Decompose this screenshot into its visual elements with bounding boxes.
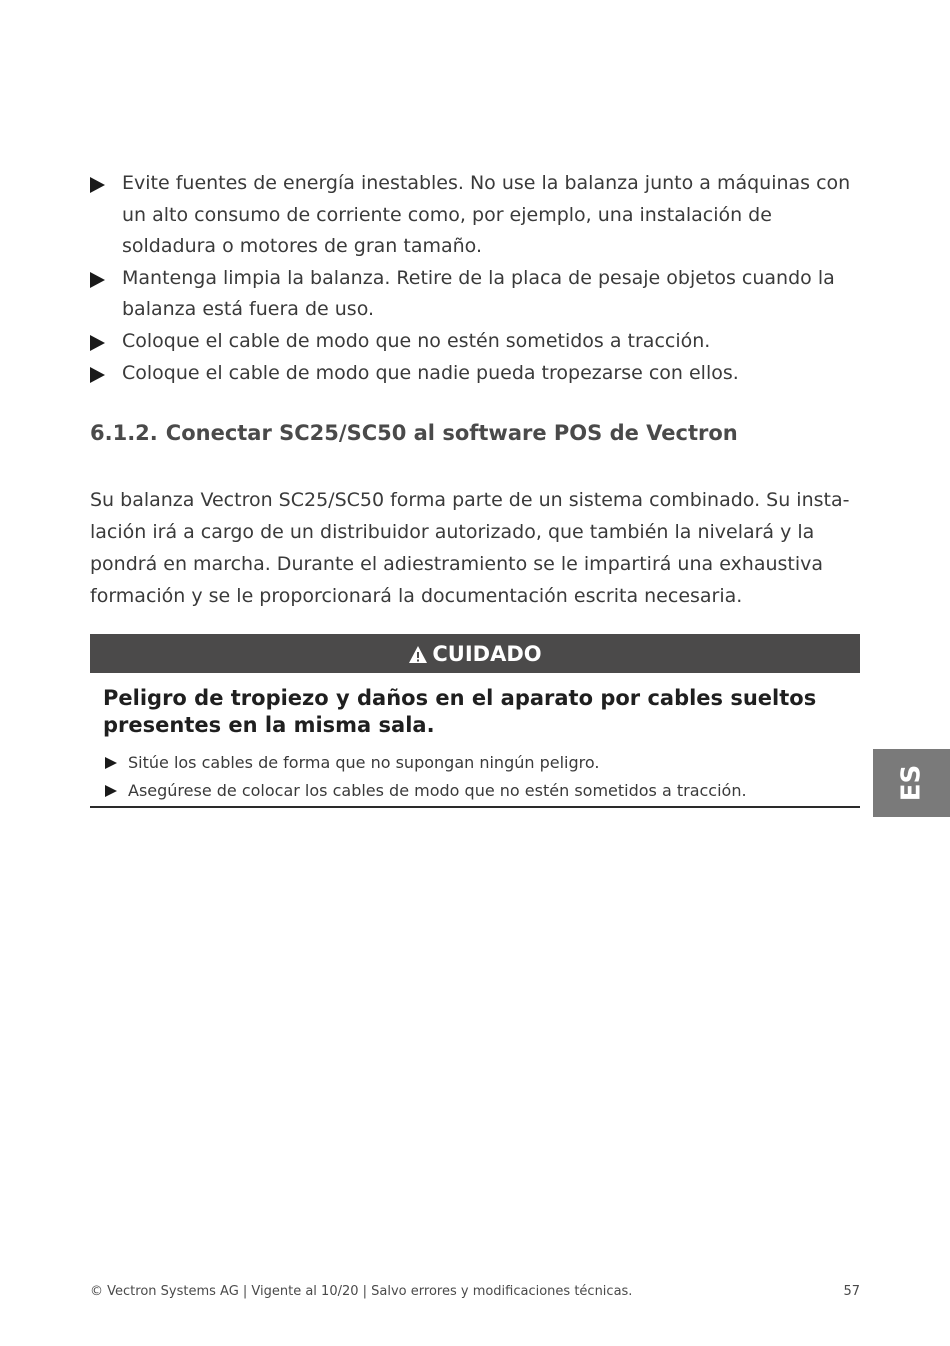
caution-divider — [90, 806, 860, 808]
bullet-text: Coloque el cable de modo que no estén sometidos a tracción. — [122, 329, 711, 352]
body-paragraph: Su balanza Vectron SC25/SC50 forma parte de un sistema combinado. Su insta-lación irá a cargo de un distribuidor autorizado, que también la nivelará y la pondrá en marcha. Durante el adiestramiento se le impartirá una exhaustiva formación y se le proporcionará la documentación escrita necesaria. — [90, 489, 850, 607]
bullet-text: Coloque el cable de modo que nadie pueda tropezarse con ellos. — [122, 361, 739, 384]
warning-triangle-icon — [408, 645, 428, 665]
bullet-list — [90, 168, 860, 389]
bullet-triangle-icon — [90, 335, 105, 351]
list-item — [90, 168, 860, 263]
caution-list — [103, 749, 853, 804]
footer-copyright: © Vectron Systems AG | Vigente al 10/20 | Salvo errores y modificaciones técnicas. — [90, 1284, 633, 1299]
caution-banner — [90, 634, 860, 673]
caution-label: CUIDADO — [432, 641, 542, 666]
bullet-text: Evite fuentes de energía inestables. No use la balanza junto a máquinas con un alto consumo de corriente como, por ejemplo, una instalación de soldadura o motores de gran tamaño. — [122, 172, 851, 258]
bullet-triangle-icon — [105, 757, 117, 769]
page-number: 57 — [843, 1284, 860, 1299]
list-item — [103, 777, 853, 805]
list-item — [90, 326, 860, 358]
caution-title: Peligro de tropiezo y daños en el aparato por cables sueltos presentes en la misma sala. — [103, 686, 817, 737]
caution-item-text: Asegúrese de colocar los cables de modo que no estén sometidos a tracción. — [128, 780, 747, 800]
list-item — [103, 749, 853, 777]
list-item — [90, 358, 860, 390]
language-tab — [873, 749, 950, 817]
section-heading — [90, 421, 738, 445]
section-number: 6.1.2. — [90, 421, 158, 445]
bullet-triangle-icon — [105, 785, 117, 797]
language-label: ES — [896, 764, 927, 802]
caution-item-text: Sitúe los cables de forma que no supongan ningún peligro. — [128, 753, 600, 772]
bullet-triangle-icon — [90, 272, 105, 288]
bullet-triangle-icon — [90, 367, 105, 383]
bullet-text: Mantenga limpia la balanza. Retire de la placa de pesaje objetos cuando la balanza está fuera de uso. — [122, 266, 835, 321]
bullet-triangle-icon — [90, 177, 105, 193]
list-item — [90, 263, 860, 326]
section-title: Conectar SC25/SC50 al software POS de Vectron — [165, 421, 738, 445]
